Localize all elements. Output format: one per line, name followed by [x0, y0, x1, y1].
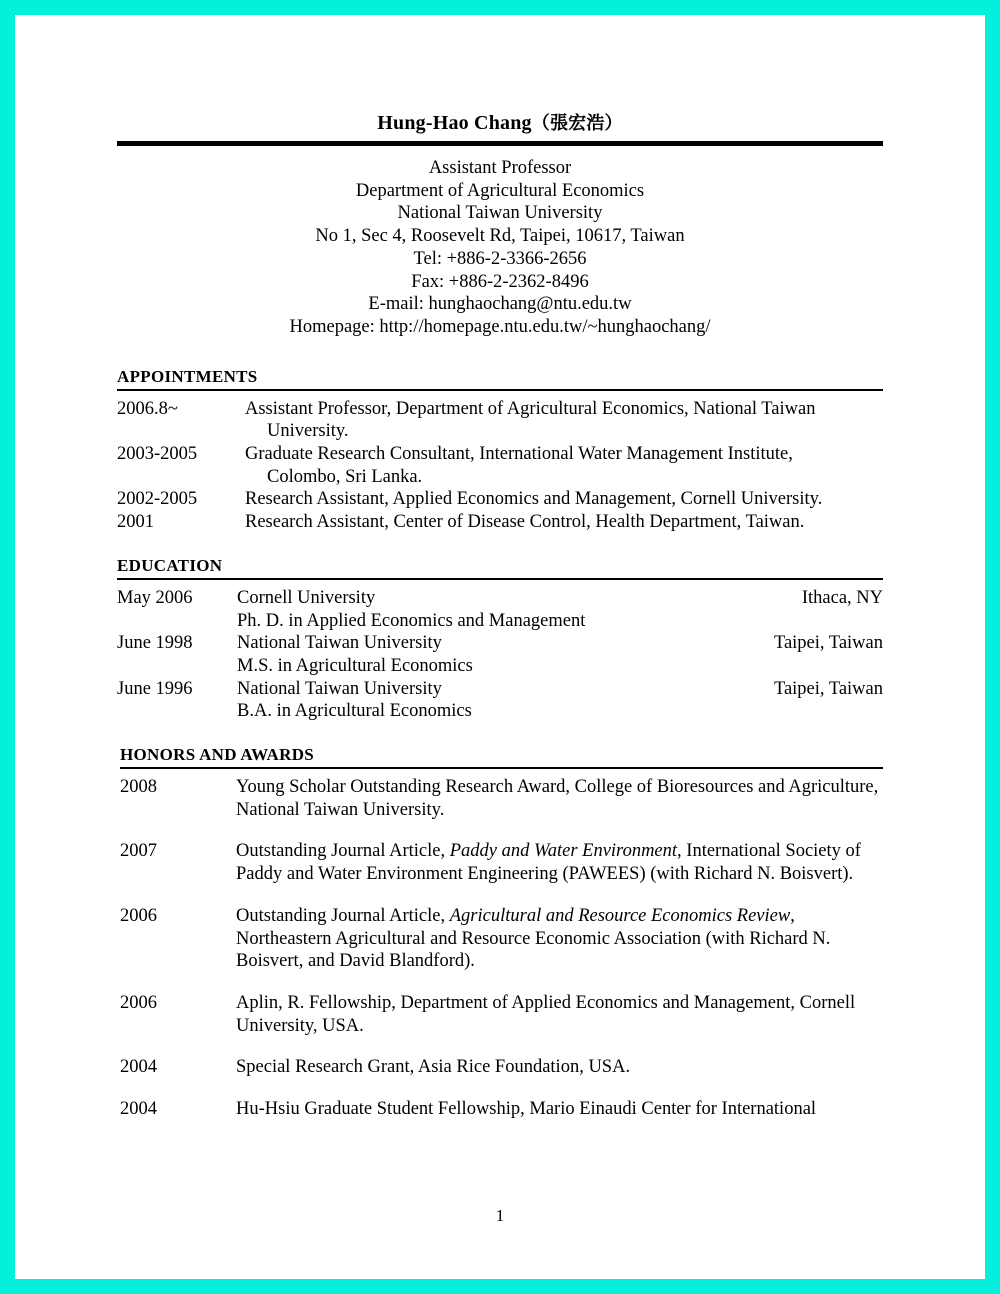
- education-degree: Ph. D. in Applied Economics and Management: [237, 610, 586, 631]
- honor-text-after: , Northeastern Agricultural and Resource Economic Association (with Richard N. Boisvert, and David Blandford).: [236, 905, 831, 972]
- honor-text-before: Aplin, R. Fellowship, Department of Applied Economics and Management, Cornell University, USA.: [236, 992, 856, 1036]
- honor-row: [120, 1098, 883, 1121]
- honor-row: [120, 992, 883, 1037]
- education-school: National Taiwan University: [237, 633, 442, 654]
- education-degree: M.S. in Agricultural Economics: [237, 655, 473, 676]
- contact-block: [15, 146, 985, 339]
- education-row: [117, 587, 883, 610]
- education-location: Taipei, Taiwan: [773, 678, 883, 699]
- honor-row: [120, 840, 883, 885]
- honor-year: 2006: [120, 905, 157, 926]
- section-heading-honors: HONORS AND AWARDS: [120, 745, 315, 765]
- education-school: National Taiwan University: [237, 678, 442, 699]
- appointment-line-1: Research Assistant, Applied Economics and Management, Cornell University.: [245, 489, 823, 510]
- appointment-line-2: Colombo, Sri Lanka.: [267, 466, 423, 487]
- appointment-line-1: Research Assistant, Center of Disease Control, Health Department, Taiwan.: [245, 512, 805, 533]
- appointment-year: 2003-2005: [117, 444, 198, 465]
- education-location: Taipei, Taiwan: [773, 633, 883, 654]
- honor-text-before: Young Scholar Outstanding Research Award, College of Bioresources and Agriculture, National Taiwan University.: [236, 777, 879, 820]
- education-year: May 2006: [117, 587, 193, 608]
- appointment-description: [245, 443, 883, 488]
- section-divider: [117, 389, 883, 391]
- education-year: June 1996: [117, 678, 193, 699]
- honor-journal-title: Agricultural and Resource Economics Review: [449, 905, 791, 926]
- honor-year: 2006: [120, 992, 157, 1013]
- appointment-row: [117, 511, 883, 534]
- honor-row: [120, 905, 883, 973]
- education-school: Cornell University: [237, 587, 376, 608]
- cv-page: [15, 15, 985, 1279]
- honor-text-before: Outstanding Journal Article,: [236, 841, 450, 862]
- section-divider: [117, 578, 883, 580]
- section-heading-appointments: APPOINTMENTS: [117, 366, 258, 386]
- appointment-row: [117, 398, 883, 443]
- honor-year: 2007: [120, 841, 157, 862]
- education-row: [117, 678, 883, 701]
- appointment-row: [117, 443, 883, 488]
- honor-description: [236, 840, 883, 885]
- honor-description: [236, 905, 883, 973]
- honor-description: [236, 776, 883, 821]
- section-appointments: [117, 367, 883, 534]
- appointment-description: [245, 511, 883, 534]
- appointment-description: [245, 488, 883, 511]
- honor-description: [236, 992, 883, 1037]
- honor-year: 2008: [120, 777, 157, 798]
- education-row: [117, 632, 883, 655]
- appointment-year: 2001: [117, 512, 154, 533]
- job-title: Assistant Professor: [428, 158, 572, 178]
- honor-text-before: Hu-Hsiu Graduate Student Fellowship, Mario Einaudi Center for International: [236, 1099, 817, 1120]
- email: E-mail: hunghaochang@ntu.edu.tw: [368, 294, 632, 315]
- university: National Taiwan University: [397, 203, 603, 224]
- education-year: June 1998: [117, 633, 193, 654]
- fax: Fax: +886-2-2362-8496: [411, 271, 589, 292]
- appointment-year: 2006.8~: [117, 398, 178, 419]
- address: No 1, Sec 4, Roosevelt Rd, Taipei, 10617, Taiwan: [315, 226, 685, 247]
- honor-row: [120, 776, 883, 821]
- section-education: [117, 556, 883, 723]
- section-divider: [120, 767, 883, 769]
- appointment-description: [245, 398, 883, 443]
- honor-journal-title: Paddy and Water Environment: [449, 841, 678, 862]
- honor-year: 2004: [120, 1099, 157, 1120]
- telephone: Tel: +886-2-3366-2656: [413, 248, 587, 269]
- education-location: Ithaca, NY: [801, 587, 883, 608]
- appointment-line-1: Assistant Professor, Department of Agricultural Economics, National Taiwan: [245, 398, 816, 419]
- honor-text-after: , International Society of Paddy and Water Environment Engineering (PAWEES) (with Richard N. Boisvert).: [236, 841, 861, 885]
- honor-year: 2004: [120, 1057, 157, 1078]
- honor-description: [236, 1098, 883, 1121]
- honor-description: [236, 1056, 883, 1079]
- section-honors-and-awards: [117, 745, 883, 1121]
- page-number: 1: [495, 1206, 505, 1225]
- honor-row: [120, 1056, 883, 1079]
- cv-sheet: [15, 15, 985, 1279]
- department: Department of Agricultural Economics: [355, 180, 645, 201]
- section-heading-education: EDUCATION: [117, 555, 223, 575]
- appointment-row: [117, 488, 883, 511]
- name-cjk: （張宏浩）: [531, 113, 623, 134]
- page-title: [15, 15, 985, 134]
- honor-text-before: Special Research Grant, Asia Rice Foundation, USA.: [236, 1057, 631, 1078]
- homepage: Homepage: http://homepage.ntu.edu.tw/~hunghaochang/: [289, 316, 711, 337]
- appointment-line-2: University.: [267, 421, 349, 442]
- name-latin: Hung-Hao Chang: [377, 112, 532, 134]
- appointment-year: 2002-2005: [117, 489, 198, 510]
- honor-text-before: Outstanding Journal Article,: [236, 905, 450, 926]
- appointment-line-1: Graduate Research Consultant, International Water Management Institute,: [245, 444, 793, 465]
- education-degree: B.A. in Agricultural Economics: [237, 701, 472, 722]
